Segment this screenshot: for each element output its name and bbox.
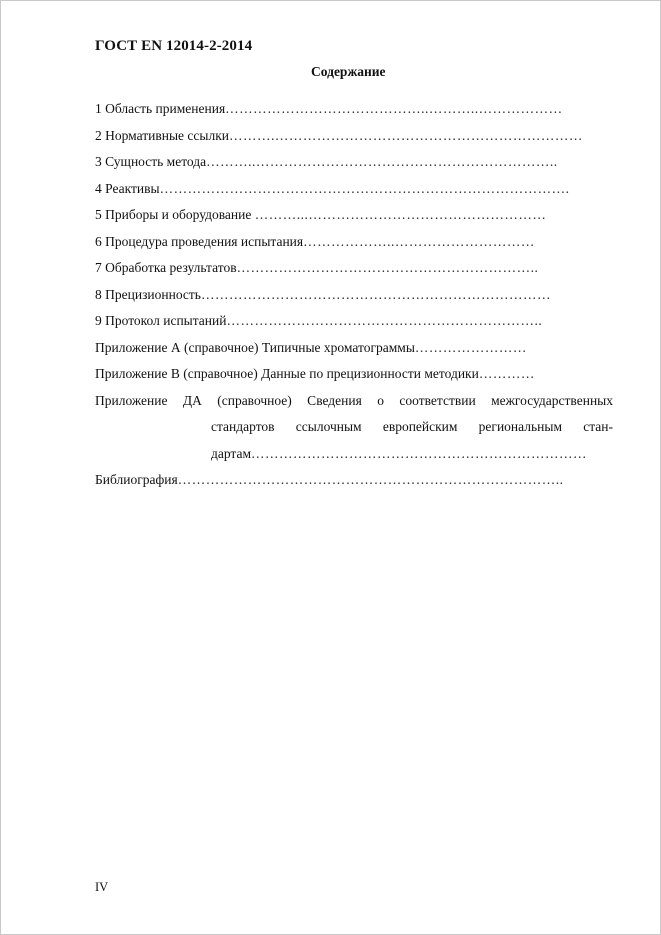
toc-entry-text: 5 Приборы и оборудование xyxy=(95,207,255,222)
toc-entry-text: 9 Протокол испытаний xyxy=(95,313,227,328)
toc-entry-text: 4 Реактивы xyxy=(95,180,160,196)
toc-entry-4[interactable] xyxy=(95,176,615,203)
toc-entry-text: 2 Нормативные ссылки xyxy=(95,127,229,143)
toc-leader-dots: ……………………………………………………………………….. xyxy=(177,472,564,487)
toc-entry-text: дартам xyxy=(211,445,252,461)
toc-entry-9[interactable] xyxy=(95,308,615,335)
toc-entry-text-line2: стандартов ссылочным европейским региональным стан- xyxy=(211,419,613,434)
toc-entry-text: Приложение В (справочное) Данные по прецизионности методики xyxy=(95,366,479,381)
toc-entry-8[interactable] xyxy=(95,282,615,309)
toc-entry-text: 3 Сущность метода xyxy=(95,154,207,169)
toc-entry-6[interactable] xyxy=(95,229,615,256)
toc-entry-appendix-da[interactable] xyxy=(95,388,615,468)
toc-leader-dots: …………………… xyxy=(414,339,527,355)
toc-leader-dots: ………………………………………………………….. xyxy=(226,313,543,328)
toc-entry-2[interactable] xyxy=(95,123,615,150)
toc-entry-5[interactable] xyxy=(95,202,615,229)
toc-leader-dots: ………..……………………………………………………….. xyxy=(206,154,558,169)
toc-leader-dots: ………...…………………………………………… xyxy=(254,207,547,222)
toc-title: Содержание xyxy=(311,64,386,79)
toc-leader-dots: ……………………………………………………………… xyxy=(251,445,588,461)
toc-leader-dots: ………………..………………………… xyxy=(303,233,535,249)
toc-leader-dots: ……………………………………………………………………………. xyxy=(159,180,570,196)
toc-entry-text: 1 Область применения xyxy=(95,101,226,116)
table-of-contents xyxy=(95,96,615,494)
page-number: IV xyxy=(95,880,109,894)
toc-entry-7[interactable] xyxy=(95,255,615,282)
toc-entry-bibliography[interactable] xyxy=(95,467,615,494)
toc-entry-text: 6 Процедура проведения испытания xyxy=(95,233,304,249)
toc-entry-3[interactable] xyxy=(95,149,615,176)
toc-entry-appendix-a[interactable] xyxy=(95,335,615,362)
toc-entry-text-line3 xyxy=(211,441,615,468)
toc-leader-dots: ………………………………………………………………… xyxy=(200,286,551,302)
toc-leader-dots: ……….………………………………………………………… xyxy=(229,127,583,143)
toc-entry-appendix-b[interactable] xyxy=(95,361,615,388)
toc-entry-1[interactable] xyxy=(95,96,615,123)
toc-entry-text: Приложение А (справочное) Типичные хроматограммы xyxy=(95,339,415,355)
toc-entry-text: Библиография xyxy=(95,472,178,487)
toc-entry-text-line1: Приложение ДА (справочное) Сведения о соответствии межгосударственных xyxy=(95,392,613,408)
toc-leader-dots: ………… xyxy=(478,366,535,381)
toc-entry-text: 8 Прецизионность xyxy=(95,286,201,302)
toc-leader-dots: ……………………………………..………..……………… xyxy=(225,101,563,116)
toc-leader-dots: ……………………………………………………….. xyxy=(236,260,539,275)
document-header: ГОСТ EN 12014-2-2014 xyxy=(95,38,253,54)
toc-entry-text: 7 Обработка результатов xyxy=(95,260,237,275)
